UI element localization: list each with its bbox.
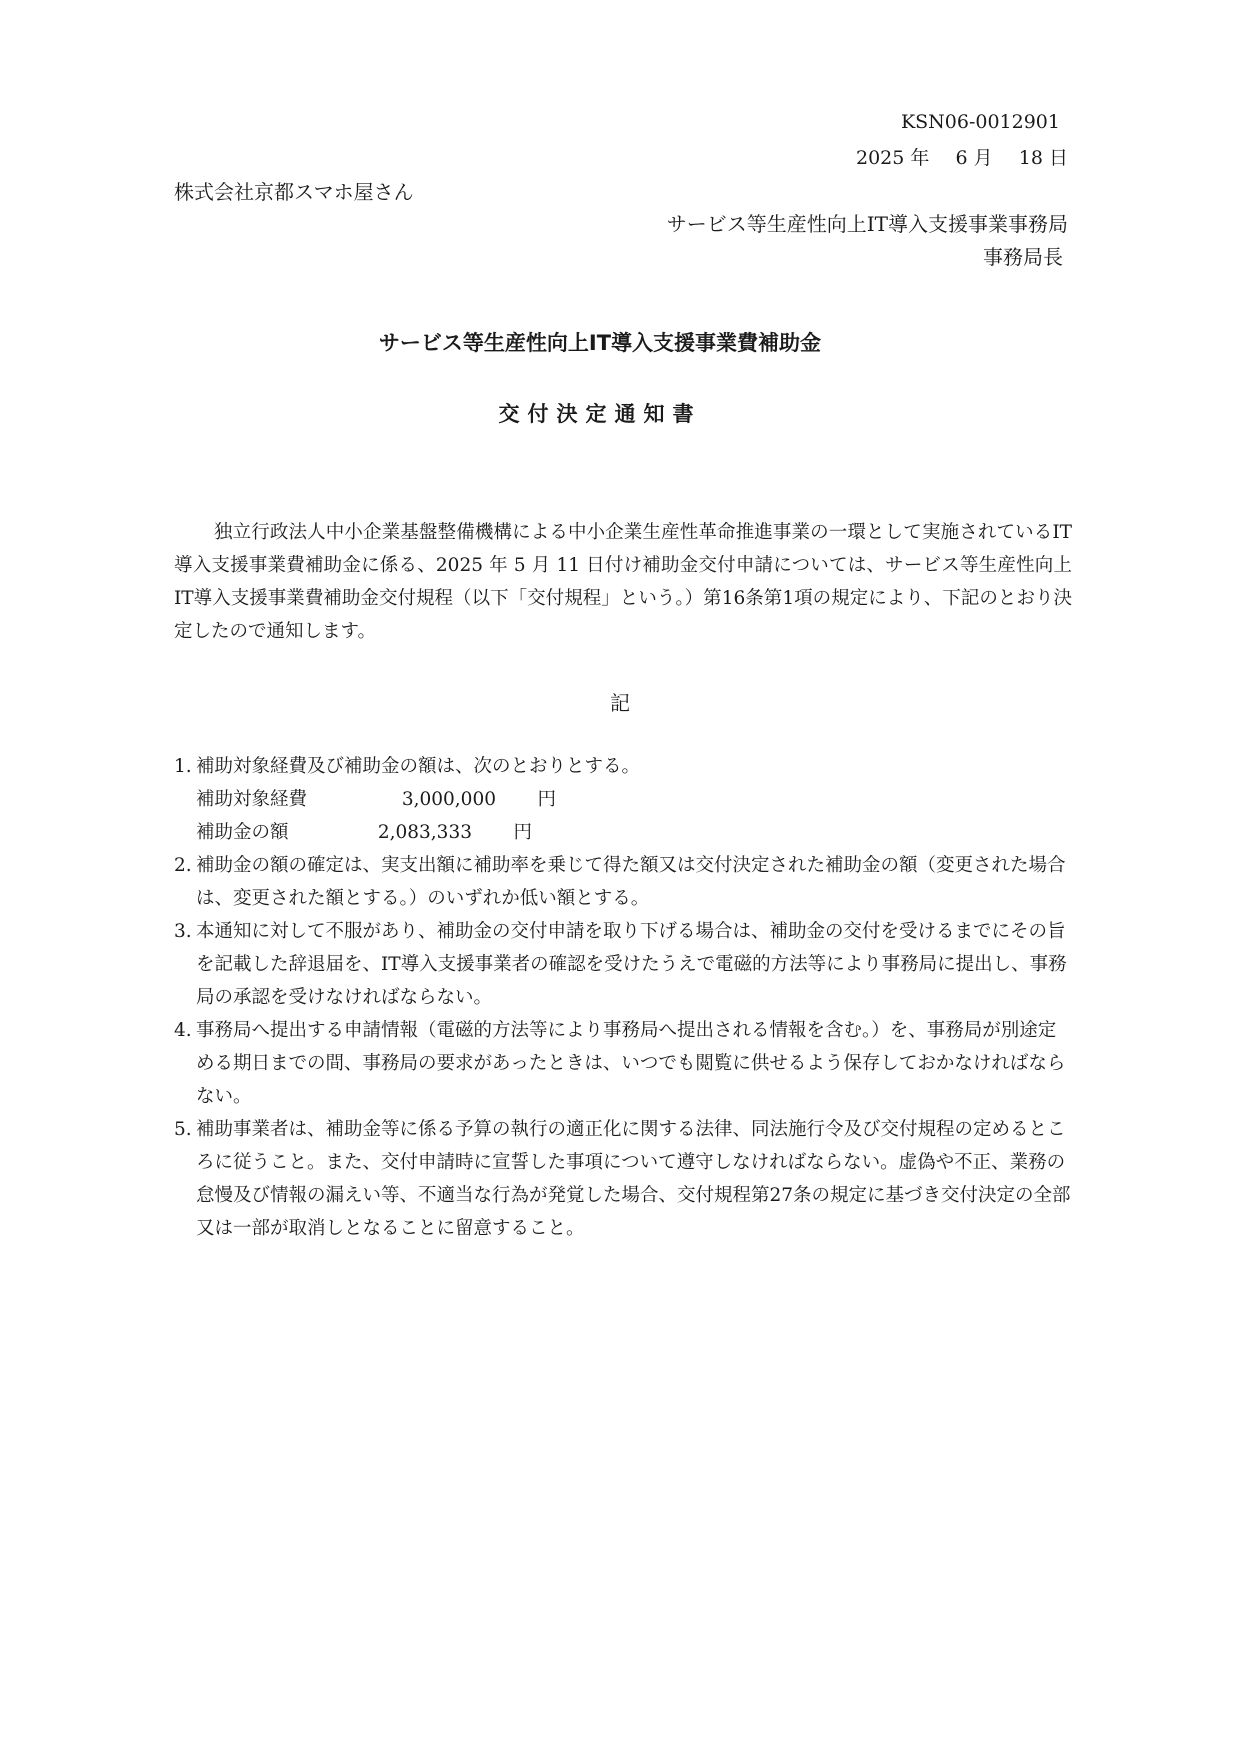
- recipient-name: 株式会社京都スマホ屋さん: [174, 180, 414, 204]
- item-text: 補助対象経費及び補助金の額は、次のとおりとする。: [196, 756, 641, 777]
- amount-value: 2,083,333: [377, 822, 472, 843]
- amount-value: 3,000,000: [401, 789, 496, 810]
- program-title: サービス等生産性向上IT導入支援事業費補助金: [378, 331, 822, 355]
- item-number: 4.: [174, 1020, 192, 1041]
- amount-label: 補助金の額: [196, 822, 289, 843]
- item-number: 2.: [174, 855, 192, 876]
- document-number: KSN06-0012901: [900, 111, 1060, 133]
- date-year-unit: 年: [910, 147, 930, 169]
- date-year: 2025: [855, 147, 905, 169]
- item-text: 本通知に対して不服があり、補助金の交付申請を取り下げる場合は、補助金の交付を受けるまでにその旨を記載した辞退届を、IT導入支援事業者の確認を受けたうえで電磁的方法等により事務局に提出し、事務局の承認を受けなければならない。: [196, 921, 1067, 1008]
- sender-organization: サービス等生産性向上IT導入支援事業事務局: [666, 212, 1068, 236]
- sender-title: 事務局長: [983, 245, 1063, 269]
- list-item: [174, 849, 1072, 915]
- ki-mark: 記: [610, 691, 630, 715]
- item-text: 補助金の額の確定は、実支出額に補助率を乗じて得た額又は交付決定された補助金の額（変更された場合は、変更された額とする。）のいずれか低い額とする。: [196, 855, 1066, 909]
- conditions-list: [174, 750, 1072, 1245]
- amount-row-subsidy-amount: [174, 816, 1072, 849]
- item-text: 補助事業者は、補助金等に係る予算の執行の適正化に関する法律、同法施行令及び交付規程の定めるところに従うこと。また、交付申請時に宣誓した事項について遵守しなければならない。虚偽や不正、業務の怠慢及び情報の漏えい等、不適当な行為が発覚した場合、交付規程第27条の規定に基づき交付決定の全部又は一部が取消しとなることに留意すること。: [196, 1119, 1071, 1239]
- date-month: 6: [955, 147, 968, 169]
- date-day: 18: [1018, 147, 1043, 169]
- amount-unit: 円: [513, 822, 532, 843]
- body-paragraph: 独立行政法人中小企業基盤整備機構による中小企業生産性革命推進事業の一環として実施されているIT導入支援事業費補助金に係る、2025 年 5 月 11 日付け補助金交付申請については、サービス等生産性向上IT導入支援事業費補助金交付規程（以下「交付規程」という。）第16条第1項の規定により、下記のとおり決定したので通知します。: [174, 522, 1072, 642]
- amount-unit: 円: [537, 789, 556, 810]
- item-number: 5.: [174, 1119, 192, 1140]
- notice-title: 交付決定通知書: [498, 402, 702, 426]
- amount-row-eligible-expenses: [174, 783, 1072, 816]
- amount-label: 補助対象経費: [196, 789, 308, 810]
- list-item: [174, 750, 1072, 783]
- item-number: 3.: [174, 921, 192, 942]
- list-item: [174, 1014, 1072, 1113]
- item-text: 事務局へ提出する申請情報（電磁的方法等により事務局へ提出される情報を含む。）を、事務局が別途定める期日までの間、事務局の要求があったときは、いつでも閲覧に供せるよう保存しておかなければならない。: [196, 1020, 1066, 1107]
- date-day-unit: 日: [1048, 147, 1068, 169]
- date-month-unit: 月: [973, 147, 993, 169]
- item-number: 1.: [174, 756, 192, 777]
- document-date: [856, 143, 1068, 170]
- list-item: [174, 915, 1072, 1014]
- list-item: [174, 1113, 1072, 1245]
